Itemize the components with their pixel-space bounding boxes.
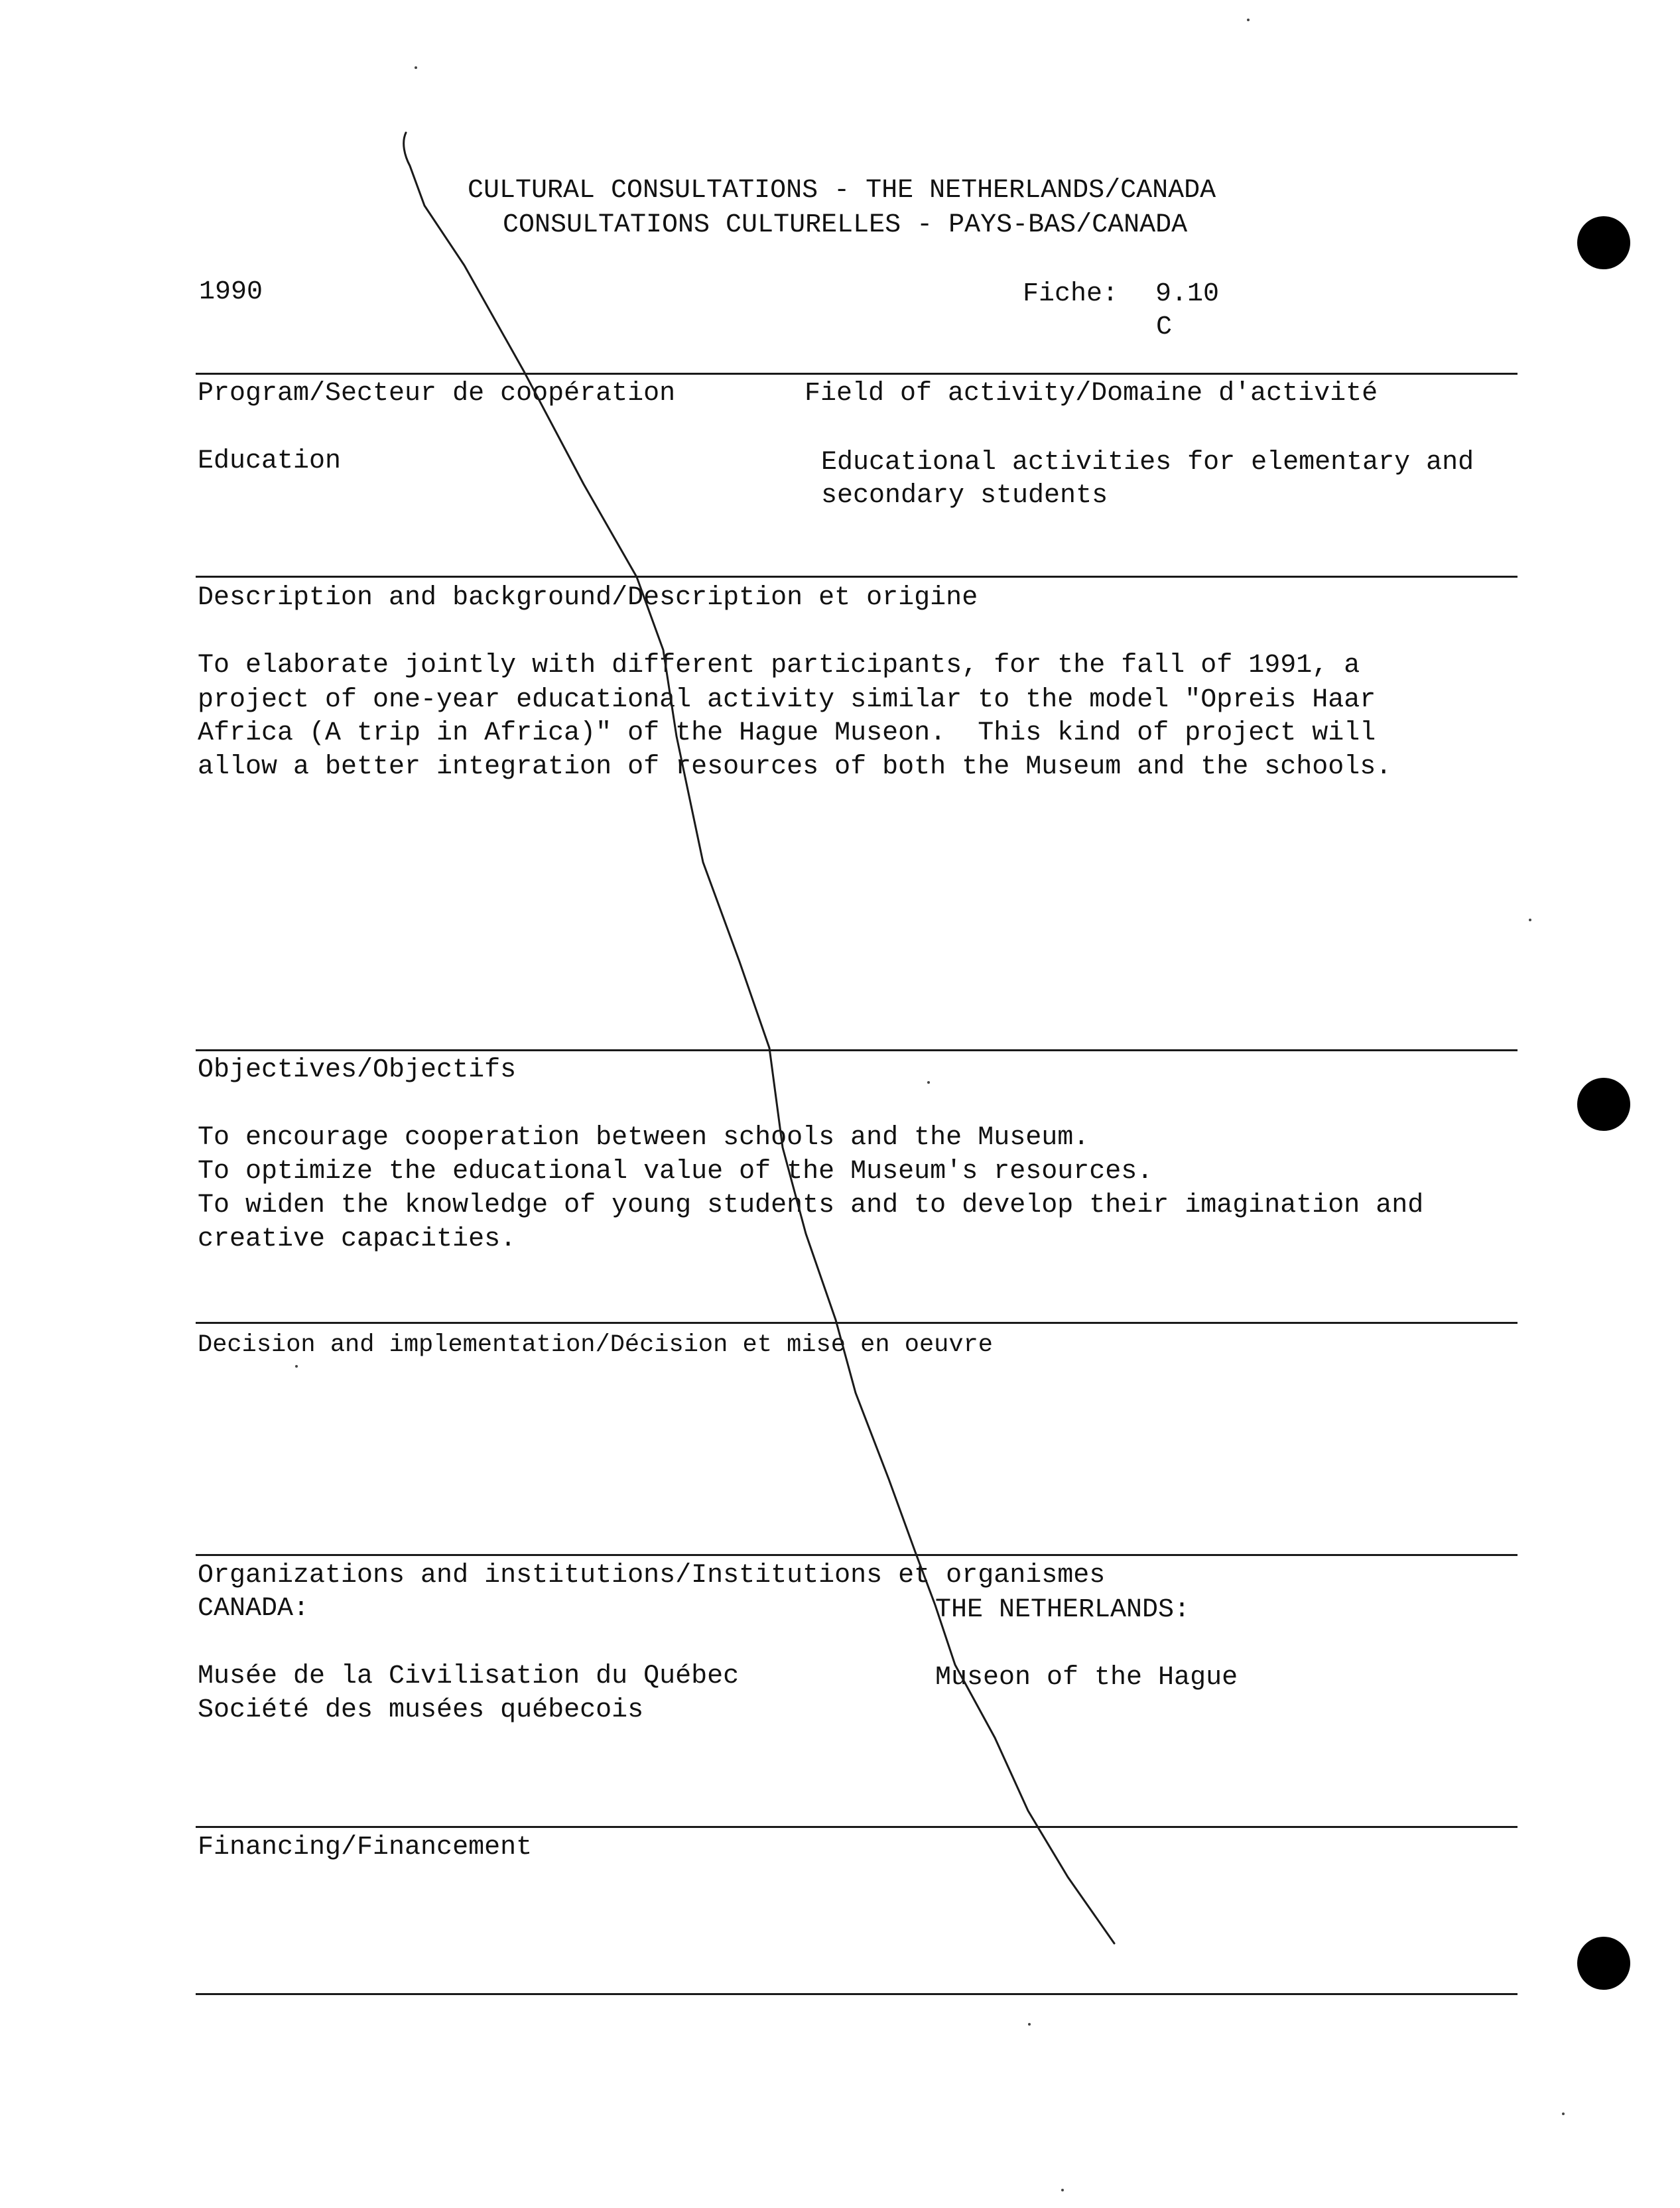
description-line: allow a better integration of resources of both the Museum and the schools.: [198, 752, 1392, 782]
fiche-letter: C: [1156, 312, 1173, 342]
netherlands-label: THE NETHERLANDS:: [935, 1595, 1191, 1625]
description-label: Description and background/Description et origine: [198, 583, 978, 613]
objectives-line: creative capacities.: [198, 1224, 517, 1254]
document-title-french: CONSULTATIONS CULTURELLES - PAYS-BAS/CANADA: [503, 210, 1188, 240]
objectives-line: To encourage cooperation between schools and the Museum.: [198, 1123, 1090, 1153]
program-value: Education: [198, 446, 342, 476]
fiche-label: Fiche:: [1023, 279, 1119, 309]
year: 1990: [199, 277, 263, 307]
objectives-line: To optimize the educational value of the Museum's resources.: [198, 1157, 1153, 1187]
program-label: Program/Secteur de coopération: [198, 379, 676, 409]
financing-label: Financing/Financement: [198, 1833, 533, 1862]
netherlands-organization: Museon of the Hague: [935, 1663, 1238, 1693]
description-line: Africa (A trip in Africa)" of the Hague Museon. This kind of project will: [198, 718, 1376, 748]
decision-label: Decision and implementation/Décision et mise en oeuvre: [198, 1331, 993, 1359]
document-title-english: CULTURAL CONSULTATIONS - THE NETHERLANDS/CANADA: [468, 176, 1216, 206]
field-label: Field of activity/Domaine d'activité: [805, 379, 1378, 409]
field-value-line: Educational activities for elementary and: [821, 448, 1474, 478]
field-value-line: secondary students: [821, 481, 1108, 511]
canada-label: CANADA:: [198, 1594, 310, 1624]
description-line: project of one-year educational activity similar to the model "Opreis Haar: [198, 685, 1376, 715]
canada-organization: Musée de la Civilisation du Québec: [198, 1661, 740, 1691]
description-line: To elaborate jointly with different participants, for the fall of 1991, a: [198, 651, 1360, 681]
objectives-line: To widen the knowledge of young students and to develop their imagination and: [198, 1191, 1424, 1220]
organizations-label: Organizations and institutions/Institutions et organismes: [198, 1561, 1106, 1591]
objectives-label: Objectives/Objectifs: [198, 1055, 517, 1085]
canada-organization: Société des musées québecois: [198, 1695, 644, 1725]
fiche-number: 9.10: [1155, 279, 1220, 309]
